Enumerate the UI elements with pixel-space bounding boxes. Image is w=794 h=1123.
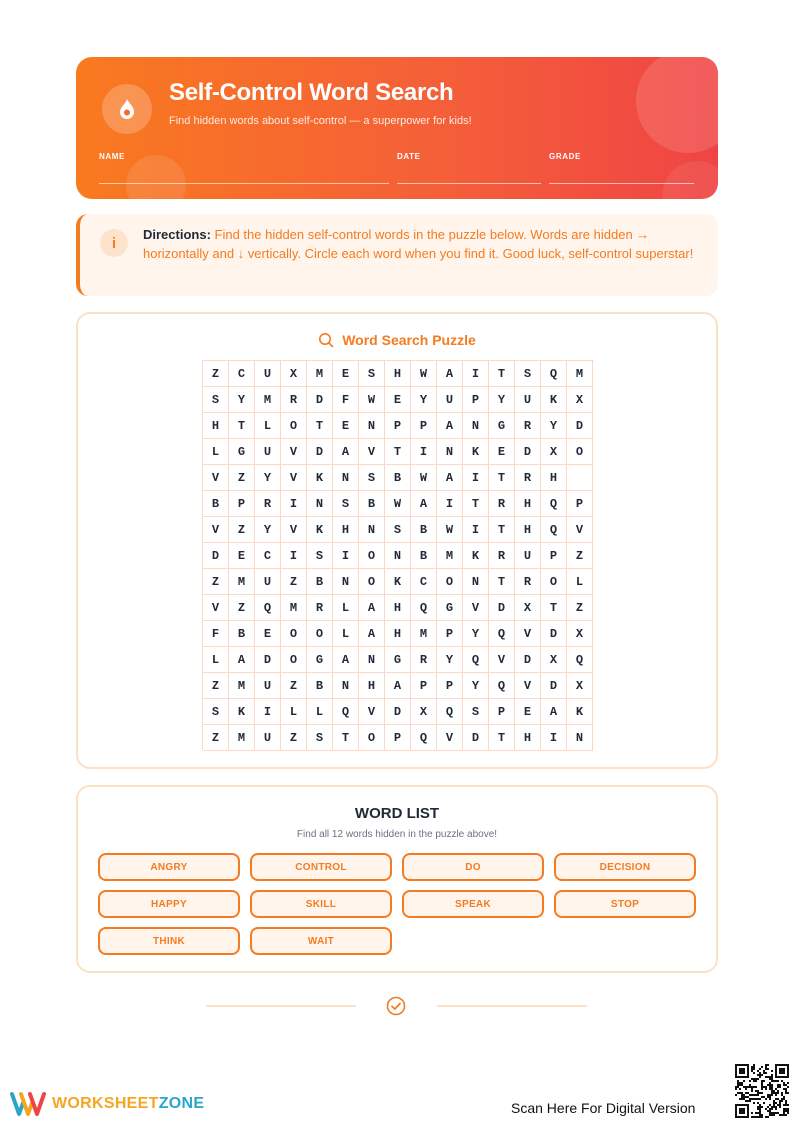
word-item[interactable]: HAPPY [98, 890, 240, 918]
grid-cell[interactable]: S [463, 699, 489, 725]
grid-cell[interactable]: V [359, 439, 385, 465]
grid-cell[interactable]: P [385, 725, 411, 751]
grid-cell[interactable]: L [203, 647, 229, 673]
grid-cell[interactable]: A [437, 465, 463, 491]
grid-cell[interactable]: O [567, 439, 593, 465]
grid-cell[interactable]: X [281, 361, 307, 387]
grid-cell[interactable]: T [229, 413, 255, 439]
grid-cell[interactable]: I [281, 491, 307, 517]
grid-cell[interactable]: V [281, 517, 307, 543]
grid-cell[interactable]: O [359, 569, 385, 595]
word-item[interactable]: THINK [98, 927, 240, 955]
grid-cell[interactable]: Y [437, 647, 463, 673]
grid-cell[interactable]: H [385, 361, 411, 387]
word-item[interactable]: SKILL [250, 890, 392, 918]
grid-cell[interactable]: Q [255, 595, 281, 621]
grid-cell[interactable]: Q [541, 517, 567, 543]
grid-cell[interactable]: Q [541, 361, 567, 387]
logo-text [52, 1095, 204, 1113]
grid-cell[interactable]: D [385, 699, 411, 725]
grid-cell[interactable]: S [307, 543, 333, 569]
grid-cell[interactable]: Y [229, 387, 255, 413]
grid-cell[interactable]: Q [411, 595, 437, 621]
grid-cell[interactable]: K [229, 699, 255, 725]
scan-instructions: Scan Here For Digital Version [511, 1100, 696, 1116]
grid-cell[interactable]: P [437, 673, 463, 699]
grid-cell[interactable]: V [515, 673, 541, 699]
grid-cell[interactable]: D [307, 387, 333, 413]
grid-cell[interactable]: W [411, 465, 437, 491]
date-field[interactable] [397, 183, 541, 184]
grid-cell[interactable]: N [463, 569, 489, 595]
grid-cell[interactable]: C [229, 361, 255, 387]
grid-cell[interactable]: V [281, 439, 307, 465]
grid-cell[interactable]: Q [541, 491, 567, 517]
grid-cell[interactable]: W [411, 361, 437, 387]
grid-cell[interactable]: A [411, 491, 437, 517]
grid-cell[interactable]: H [203, 413, 229, 439]
grid-cell[interactable]: Y [463, 621, 489, 647]
grid-cell[interactable]: I [463, 465, 489, 491]
grid-cell[interactable]: V [203, 465, 229, 491]
grid-cell[interactable]: Z [281, 673, 307, 699]
grid-cell[interactable]: P [229, 491, 255, 517]
grid-cell[interactable]: Q [489, 621, 515, 647]
grid-cell[interactable]: M [229, 725, 255, 751]
grade-field[interactable] [549, 183, 694, 184]
grid-cell[interactable]: L [255, 413, 281, 439]
word-item[interactable]: DO [402, 853, 544, 881]
grid-cell[interactable]: R [489, 491, 515, 517]
grid-cell[interactable]: Z [203, 673, 229, 699]
grid-cell[interactable]: Z [203, 361, 229, 387]
grid-cell[interactable]: O [541, 569, 567, 595]
decor-circle [126, 155, 186, 199]
grid-cell[interactable]: S [333, 491, 359, 517]
grid-cell[interactable]: V [437, 725, 463, 751]
grid-cell[interactable]: Z [567, 543, 593, 569]
grid-cell[interactable]: T [489, 465, 515, 491]
word-item[interactable]: ANGRY [98, 853, 240, 881]
date-label: DATE [397, 152, 421, 161]
logo-text-part1: WORKSHEET [52, 1095, 159, 1112]
grid-cell[interactable]: X [515, 595, 541, 621]
grid-cell[interactable]: P [541, 543, 567, 569]
grid-cell[interactable]: M [281, 595, 307, 621]
grid-cell[interactable]: I [281, 543, 307, 569]
grid-cell[interactable]: U [255, 725, 281, 751]
grid-cell[interactable]: V [203, 517, 229, 543]
grid-cell[interactable]: X [567, 673, 593, 699]
word-list-title: WORD LIST [354, 805, 440, 822]
word-item[interactable]: STOP [554, 890, 696, 918]
grid-cell[interactable]: V [203, 595, 229, 621]
grid-cell[interactable]: E [489, 439, 515, 465]
grid-cell[interactable]: P [463, 387, 489, 413]
grid-cell[interactable]: V [489, 647, 515, 673]
grid-cell[interactable]: N [359, 647, 385, 673]
grid-cell[interactable]: Y [255, 465, 281, 491]
grid-cell[interactable]: X [541, 647, 567, 673]
grid-cell[interactable]: D [515, 439, 541, 465]
grid-cell[interactable]: Y [411, 387, 437, 413]
grid-cell[interactable]: Q [489, 673, 515, 699]
grid-cell[interactable]: T [463, 491, 489, 517]
flame-icon [102, 84, 152, 134]
grid-cell[interactable]: Z [281, 569, 307, 595]
grid-cell[interactable]: Z [229, 595, 255, 621]
grid-cell[interactable]: B [385, 465, 411, 491]
grid-cell[interactable]: K [463, 439, 489, 465]
grid-cell[interactable]: D [541, 621, 567, 647]
grid-cell[interactable]: D [463, 725, 489, 751]
grid-cell[interactable]: H [385, 595, 411, 621]
grid-cell[interactable]: V [463, 595, 489, 621]
grid-cell[interactable]: A [359, 595, 385, 621]
grid-cell[interactable]: W [359, 387, 385, 413]
grid-cell[interactable]: T [489, 517, 515, 543]
grid-cell[interactable]: E [255, 621, 281, 647]
grid-cell[interactable]: X [567, 387, 593, 413]
grid-cell[interactable]: E [333, 413, 359, 439]
grid-cell[interactable]: O [281, 621, 307, 647]
grid-cell[interactable]: R [515, 569, 541, 595]
grid-cell[interactable]: S [307, 725, 333, 751]
grid-cell[interactable]: N [359, 517, 385, 543]
grid-cell[interactable]: M [411, 621, 437, 647]
page-subtitle: Find hidden words about self-control — a superpower for kids! [169, 115, 472, 127]
grid-cell[interactable]: R [489, 543, 515, 569]
word-item[interactable]: CONTROL [250, 853, 392, 881]
grid-cell[interactable]: Y [463, 673, 489, 699]
grid-cell[interactable]: U [255, 361, 281, 387]
name-field[interactable] [99, 183, 389, 184]
grid-cell[interactable]: G [437, 595, 463, 621]
grid-cell[interactable]: L [333, 621, 359, 647]
grid-cell[interactable]: A [229, 647, 255, 673]
grid-cell[interactable]: K [463, 543, 489, 569]
grid-cell[interactable]: P [411, 673, 437, 699]
grid-cell[interactable]: I [333, 543, 359, 569]
grid-cell[interactable]: G [489, 413, 515, 439]
grid-cell[interactable]: P [489, 699, 515, 725]
directions-text [143, 225, 703, 263]
word-list-subtitle: Find all 12 words hidden in the puzzle above! [296, 829, 498, 840]
worksheet-header [76, 57, 718, 199]
grid-cell[interactable]: H [515, 517, 541, 543]
grid-cell[interactable]: R [307, 595, 333, 621]
check-circle-icon [386, 996, 406, 1016]
grid-cell[interactable]: Z [229, 517, 255, 543]
info-icon-glyph: i [111, 234, 117, 252]
grid-cell[interactable]: Y [255, 517, 281, 543]
grid-cell[interactable]: M [437, 543, 463, 569]
grid-cell[interactable]: W [385, 491, 411, 517]
grid-cell[interactable]: L [281, 699, 307, 725]
grid-cell[interactable]: L [307, 699, 333, 725]
grid-cell[interactable]: U [515, 387, 541, 413]
grid-cell[interactable]: U [515, 543, 541, 569]
grid-cell[interactable]: O [359, 725, 385, 751]
grid-cell[interactable]: B [411, 517, 437, 543]
grid-cell[interactable]: H [333, 517, 359, 543]
grid-cell[interactable]: P [437, 621, 463, 647]
grid-cell[interactable]: Z [203, 725, 229, 751]
decor-circle [662, 161, 718, 199]
grid-cell[interactable]: A [333, 439, 359, 465]
divider-line-right [437, 1005, 587, 1007]
grid-cell[interactable]: V [567, 517, 593, 543]
grid-cell[interactable]: S [385, 517, 411, 543]
grid-cell[interactable]: E [229, 543, 255, 569]
qr-code-icon[interactable] [735, 1064, 789, 1118]
grid-cell[interactable]: O [437, 569, 463, 595]
grid-cell[interactable]: H [515, 491, 541, 517]
grid-cell[interactable]: N [567, 725, 593, 751]
grid-cell[interactable]: Y [489, 387, 515, 413]
word-item[interactable]: WAIT [250, 927, 392, 955]
grid-cell[interactable]: U [255, 569, 281, 595]
grid-cell[interactable]: T [385, 439, 411, 465]
grid-cell[interactable]: R [255, 491, 281, 517]
grid-cell[interactable]: E [333, 361, 359, 387]
grid-cell[interactable]: O [307, 621, 333, 647]
grid-cell[interactable]: D [307, 439, 333, 465]
grid-cell[interactable]: B [307, 569, 333, 595]
grid-cell[interactable]: Z [567, 595, 593, 621]
grid-cell[interactable]: N [333, 465, 359, 491]
grid-cell[interactable]: G [385, 647, 411, 673]
grid-cell[interactable]: O [281, 413, 307, 439]
grid-cell[interactable]: N [385, 543, 411, 569]
search-icon [318, 332, 334, 348]
grid-cell[interactable]: Z [203, 569, 229, 595]
grid-cell[interactable]: A [437, 361, 463, 387]
grid-cell[interactable]: C [255, 543, 281, 569]
grid-cell[interactable]: I [463, 361, 489, 387]
grid-cell[interactable]: A [437, 413, 463, 439]
grid-cell[interactable]: Q [333, 699, 359, 725]
grid-cell[interactable]: R [515, 413, 541, 439]
grid-cell[interactable]: U [255, 439, 281, 465]
grid-cell[interactable]: U [255, 673, 281, 699]
word-item[interactable]: DECISION [554, 853, 696, 881]
grid-cell[interactable]: K [541, 387, 567, 413]
grid-cell[interactable]: P [385, 413, 411, 439]
grid-cell[interactable]: T [307, 413, 333, 439]
grid-cell[interactable]: B [229, 621, 255, 647]
grid-cell[interactable]: D [567, 413, 593, 439]
grid-cell[interactable]: T [333, 725, 359, 751]
grid-cell[interactable]: X [411, 699, 437, 725]
grid-cell[interactable]: E [385, 387, 411, 413]
grid-cell[interactable]: Q [437, 699, 463, 725]
grid-cell[interactable]: F [203, 621, 229, 647]
grid-cell[interactable]: K [567, 699, 593, 725]
grid-cell[interactable]: D [255, 647, 281, 673]
grid-cell[interactable]: N [333, 673, 359, 699]
grid-cell[interactable]: Y [541, 413, 567, 439]
grid-cell[interactable]: H [515, 725, 541, 751]
grid-cell[interactable]: N [463, 413, 489, 439]
grid-cell[interactable]: O [281, 647, 307, 673]
grid-cell[interactable]: K [307, 465, 333, 491]
decor-circle [636, 57, 718, 153]
grid-cell[interactable]: V [359, 699, 385, 725]
grid-cell[interactable]: S [203, 699, 229, 725]
grid-cell[interactable] [567, 465, 593, 491]
word-search-grid [202, 360, 594, 750]
grid-cell[interactable]: K [385, 569, 411, 595]
grid-cell[interactable]: E [515, 699, 541, 725]
grid-cell[interactable]: R [281, 387, 307, 413]
grid-cell[interactable]: S [359, 361, 385, 387]
grid-cell[interactable]: N [359, 413, 385, 439]
grid-cell[interactable]: A [359, 621, 385, 647]
directions-box [76, 214, 718, 296]
grid-cell[interactable]: M [567, 361, 593, 387]
grid-cell[interactable]: L [203, 439, 229, 465]
grid-cell[interactable]: T [541, 595, 567, 621]
grid-cell[interactable]: Q [411, 725, 437, 751]
word-item[interactable]: SPEAK [402, 890, 544, 918]
worksheetzone-logo-icon [10, 1091, 46, 1117]
grid-cell[interactable]: I [463, 517, 489, 543]
logo-text-part2: ZONE [158, 1095, 205, 1112]
grid-cell[interactable]: P [567, 491, 593, 517]
grid-cell[interactable]: F [333, 387, 359, 413]
grid-cell[interactable]: H [359, 673, 385, 699]
grade-label: GRADE [549, 152, 581, 161]
grid-cell[interactable]: C [411, 569, 437, 595]
grid-cell[interactable]: N [333, 569, 359, 595]
grid-cell[interactable]: M [307, 361, 333, 387]
grid-cell[interactable]: B [307, 673, 333, 699]
grid-cell[interactable]: Z [229, 465, 255, 491]
grid-cell[interactable]: H [385, 621, 411, 647]
grid-cell[interactable]: B [359, 491, 385, 517]
grid-cell[interactable]: M [255, 387, 281, 413]
grid-cell[interactable]: D [489, 595, 515, 621]
puzzle-title [78, 332, 716, 348]
grid-cell[interactable]: P [411, 413, 437, 439]
puzzle-panel [76, 312, 718, 769]
grid-cell[interactable]: I [541, 725, 567, 751]
grid-cell[interactable]: Q [463, 647, 489, 673]
grid-cell[interactable]: V [515, 621, 541, 647]
grid-cell[interactable]: A [541, 699, 567, 725]
divider-line-left [206, 1005, 356, 1007]
grid-cell[interactable]: I [255, 699, 281, 725]
page-title: Self-Control Word Search [169, 79, 454, 106]
grid-cell[interactable]: S [359, 465, 385, 491]
grid-cell[interactable]: N [307, 491, 333, 517]
grid-cell[interactable]: S [515, 361, 541, 387]
grid-cell[interactable]: G [307, 647, 333, 673]
grid-cell[interactable]: M [229, 673, 255, 699]
puzzle-title-text: Word Search Puzzle [342, 332, 476, 348]
grid-cell[interactable]: I [437, 491, 463, 517]
grid-cell[interactable]: A [333, 647, 359, 673]
word-list-panel [76, 785, 718, 973]
grid-cell[interactable]: L [333, 595, 359, 621]
info-icon [100, 229, 128, 257]
grid-cell[interactable]: B [203, 491, 229, 517]
grid-cell[interactable]: T [489, 361, 515, 387]
grid-cell[interactable]: Z [281, 725, 307, 751]
grid-cell[interactable]: I [411, 439, 437, 465]
grid-cell[interactable]: U [437, 387, 463, 413]
grid-cell[interactable]: W [437, 517, 463, 543]
grid-cell[interactable]: M [229, 569, 255, 595]
grid-cell[interactable]: H [541, 465, 567, 491]
directions-body: Find the hidden self-control words in the puzzle below. Words are hidden → horizontally and ↓ vertically. Circle each word when you find it. Good luck, self-control superstar! [143, 227, 694, 261]
grid-cell[interactable]: B [411, 543, 437, 569]
directions-label: Directions: [143, 227, 211, 242]
grid-cell[interactable]: O [359, 543, 385, 569]
grid-cell[interactable]: X [541, 439, 567, 465]
grid-cell[interactable]: T [489, 725, 515, 751]
grid-cell[interactable]: N [437, 439, 463, 465]
grid-cell[interactable]: A [385, 673, 411, 699]
grid-cell[interactable]: R [411, 647, 437, 673]
grid-cell[interactable]: D [515, 647, 541, 673]
grid-cell[interactable]: K [307, 517, 333, 543]
grid-cell[interactable]: X [567, 621, 593, 647]
grid-cell[interactable]: D [541, 673, 567, 699]
grid-cell[interactable]: L [567, 569, 593, 595]
name-label: NAME [99, 152, 125, 161]
grid-cell[interactable]: R [515, 465, 541, 491]
grid-cell[interactable]: Q [567, 647, 593, 673]
grid-cell[interactable]: V [281, 465, 307, 491]
grid-cell[interactable]: D [203, 543, 229, 569]
grid-cell[interactable]: T [489, 569, 515, 595]
grid-cell[interactable]: G [229, 439, 255, 465]
worksheetzone-logo[interactable] [10, 1091, 204, 1117]
grid-cell[interactable]: S [203, 387, 229, 413]
